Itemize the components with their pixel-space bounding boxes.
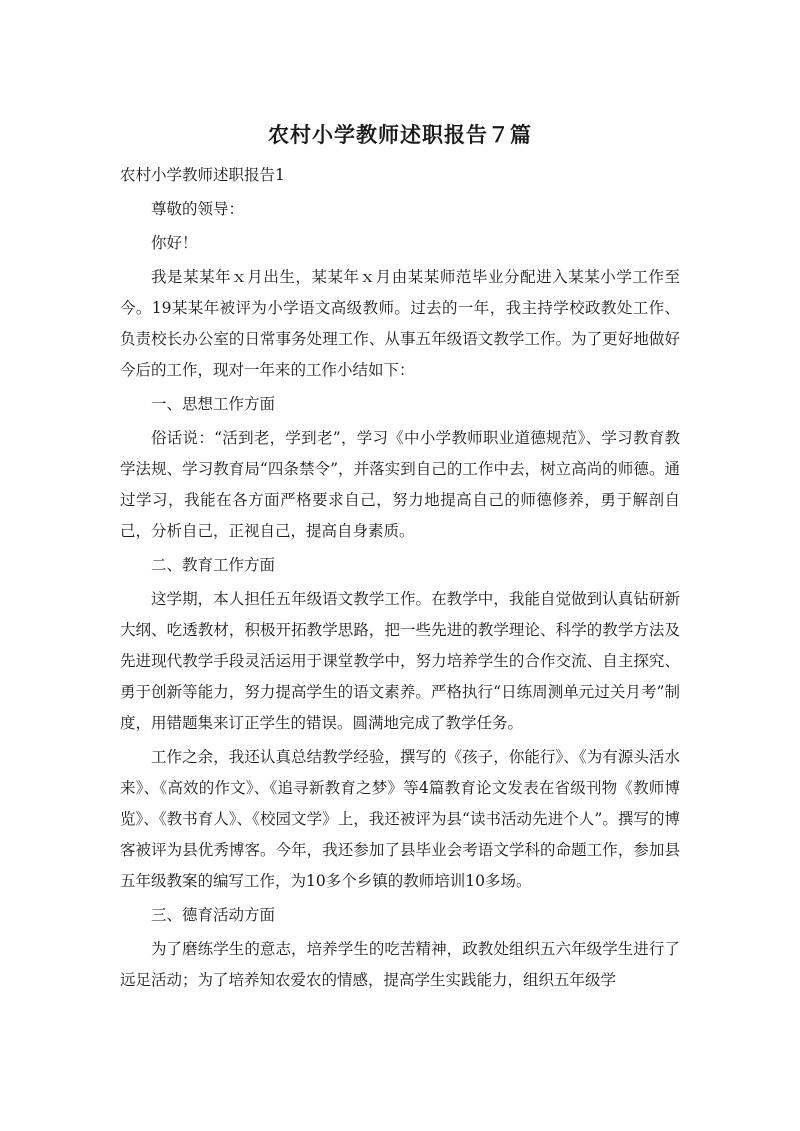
greeting: 你好！	[151, 234, 198, 252]
section-heading-moral: 三、德育活动方面	[151, 906, 276, 924]
report-subheading: 农村小学教师述职报告1	[120, 166, 285, 184]
moral-paragraph: 为了磨练学生的意志，培养学生的吃苦精神，政教处组织五六年级学生进行了远足活动；为了培养知农爱农的情感，提高学生实践能力，组织五年级学	[120, 940, 680, 989]
education-paragraph: 这学期，本人担任五年级语文教学工作。在教学中，我能自觉做到认真钻研新大纲、吃透教材，积极开拓教学思路，把一些先进的教学理论、科学的教学方法及先进现代教学手段灵活运用于课堂教学中，努力培养学生的合作交流、自主探究、勇于创新等能力，努力提高学生的语文素养。严格执行“日练周测单元过关月考”制度，用错题集来订正学生的错误。圆满地完成了教学任务。	[120, 590, 680, 732]
document-body	[120, 160, 680, 999]
section-heading-thought: 一、思想工作方面	[151, 395, 276, 413]
writing-paragraph: 工作之余，我还认真总结教学经验，撰写的《孩子，你能行》、《为有源头活水来》、《高效的作文》、《追寻新教育之梦》等4篇教育论文发表在省级刊物《教师博览》、《教书育人》、《校园文学》上，我还被评为县“读书活动先进个人”。撰写的博客被评为县优秀博客。今年，我还参加了县毕业会考语文学科的命题工作，参加县五年级教案的编写工作，为10多个乡镇的教师培训10多场。	[120, 748, 680, 890]
thought-paragraph: 俗话说：“活到老，学到老”，学习《中小学教师职业道德规范》、学习教育教学法规、学习教育局“四条禁令”，并落实到自己的工作中去，树立高尚的师德。通过学习，我能在各方面严格要求自己，努力地提高自己的师德修养，勇于解剖自己，分析自己，正视自己，提高自身素质。	[120, 429, 680, 540]
salutation: 尊敬的领导：	[151, 200, 245, 218]
document-title: 农村小学教师述职报告７篇	[268, 123, 532, 147]
intro-paragraph: 我是某某年ｘ月出生，某某年ｘ月由某某师范毕业分配进入某某小学工作至今。19某某年被评为小学语文高级教师。过去的一年，我主持学校政教处工作、负责校长办公室的日常事务处理工作、从事五年级语文教学工作。为了更好地做好今后的工作，现对一年来的工作小结如下：	[120, 268, 680, 379]
section-heading-education: 二、教育工作方面	[151, 556, 276, 574]
